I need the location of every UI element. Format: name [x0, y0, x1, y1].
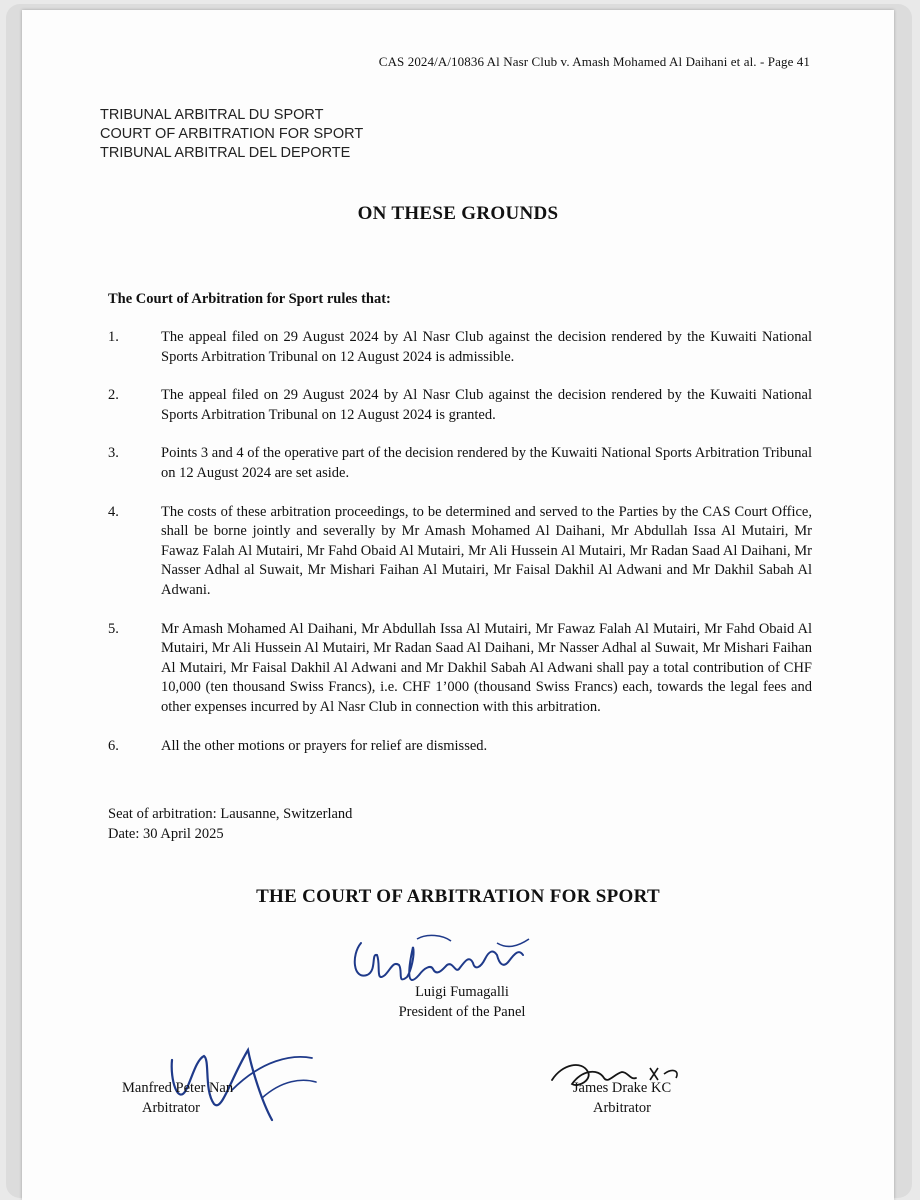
arbitrator1-role: Arbitrator: [142, 1100, 200, 1116]
court-title: THE COURT OF ARBITRATION FOR SPORT: [256, 886, 660, 907]
ruling-item: [108, 737, 812, 757]
ruling-number: 4.: [108, 503, 119, 520]
ruling-item: [108, 503, 812, 601]
president-role: President of the Panel: [398, 1004, 526, 1020]
ruling-text: The appeal filed on 29 August 2024 by Al Nasr Club against the decision rendered by the Kuwaiti National Sports Arbitration Tribunal on 12 August 2024 is admissible.: [161, 329, 812, 365]
ruling-number: 3.: [108, 445, 119, 462]
document-page: [22, 10, 894, 1200]
ruling-text: The appeal filed on 29 August 2024 by Al Nasr Club against the decision rendered by the Kuwaiti National Sports Arbitration Tribunal on 12 August 2024 is granted.: [161, 387, 812, 423]
tribunal-letterhead: [100, 106, 363, 163]
ruling-number: 1.: [108, 329, 119, 345]
tribunal-name-es: TRIBUNAL ARBITRAL DEL DEPORTE: [100, 145, 351, 161]
president-name: Luigi Fumagalli: [415, 984, 509, 1000]
ruling-item: [108, 328, 812, 367]
arbitrator2-name: James Drake KC: [572, 1080, 672, 1096]
ruling-text: Mr Amash Mohamed Al Daihani, Mr Abdullah Issa Al Mutairi, Mr Fawaz Falah Al Mutairi, Mr Fahd Obaid Al Mutairi, Mr Ali Hussein Al Mutairi, Mr Radan Saad Al Daihani, Mr Nasser Adhal al Suwait, Mr Mishari Faihan Al Mutairi, Mr Faisal Dakhil Al Adwani and Mr Dakhil Sabah Al Adwani shall pay a total contribution of CHF 10,000 (ten thousand Swiss Francs), i.e. CHF 1’000 (thousand Swiss Francs) each, towards the legal fees and other expenses incurred by Al Nasr Club in connection with this arbitration.: [161, 620, 812, 715]
ruling-text: Points 3 and 4 of the operative part of the decision rendered by the Kuwaiti National Sports Arbitration Tribunal on 12 August 2024 are set aside.: [161, 445, 812, 481]
arbitrator2-role: Arbitrator: [593, 1100, 651, 1116]
arbitrator1-signatory: [122, 1078, 322, 1118]
section-heading: ON THESE GROUNDS: [357, 203, 559, 224]
ruling-intro: The Court of Arbitration for Sport rules that:: [108, 291, 391, 307]
ruling-list: [108, 328, 812, 775]
ruling-text: The costs of these arbitration proceedings, to be determined and served to the Parties by the CAS Court Office, shall be borne jointly and severally by Mr Amash Mohamed Al Daihani, Mr Abdullah Issa Al Mutairi, Mr Fawaz Falah Al Mutairi, Mr Fahd Obaid Al Mutairi, Mr Ali Hussein Al Mutairi, Mr Radan Saad Al Daihani, Mr Nasser Adhal al Suwait, Mr Mishari Faihan Al Mutairi, Mr Faisal Dakhil Al Adwani and Mr Dakhil Sabah Al Adwani.: [161, 503, 812, 598]
ruling-text: All the other motions or prayers for relief are dismissed.: [161, 737, 488, 754]
president-signatory: [352, 982, 572, 1022]
tribunal-name-en: COURT OF ARBITRATION FOR SPORT: [100, 126, 364, 142]
ruling-item: [108, 620, 812, 718]
ruling-number: 2.: [108, 387, 119, 404]
ruling-item: [108, 386, 812, 425]
ruling-number: 6.: [108, 737, 119, 754]
decision-date: Date: 30 April 2025: [108, 826, 224, 842]
ruling-number: 5.: [108, 620, 119, 637]
tribunal-name-fr: TRIBUNAL ARBITRAL DU SPORT: [100, 107, 324, 123]
ruling-item: [108, 444, 812, 483]
arbitrator2-signatory: [542, 1078, 702, 1118]
page-header-reference: CAS 2024/A/10836 Al Nasr Club v. Amash Mohamed Al Daihani et al. - Page 41: [378, 54, 810, 69]
seat-and-date: [108, 804, 352, 844]
seat-of-arbitration: Seat of arbitration: Lausanne, Switzerland: [108, 806, 353, 822]
arbitrator1-name: Manfred Peter Nan: [122, 1080, 234, 1096]
